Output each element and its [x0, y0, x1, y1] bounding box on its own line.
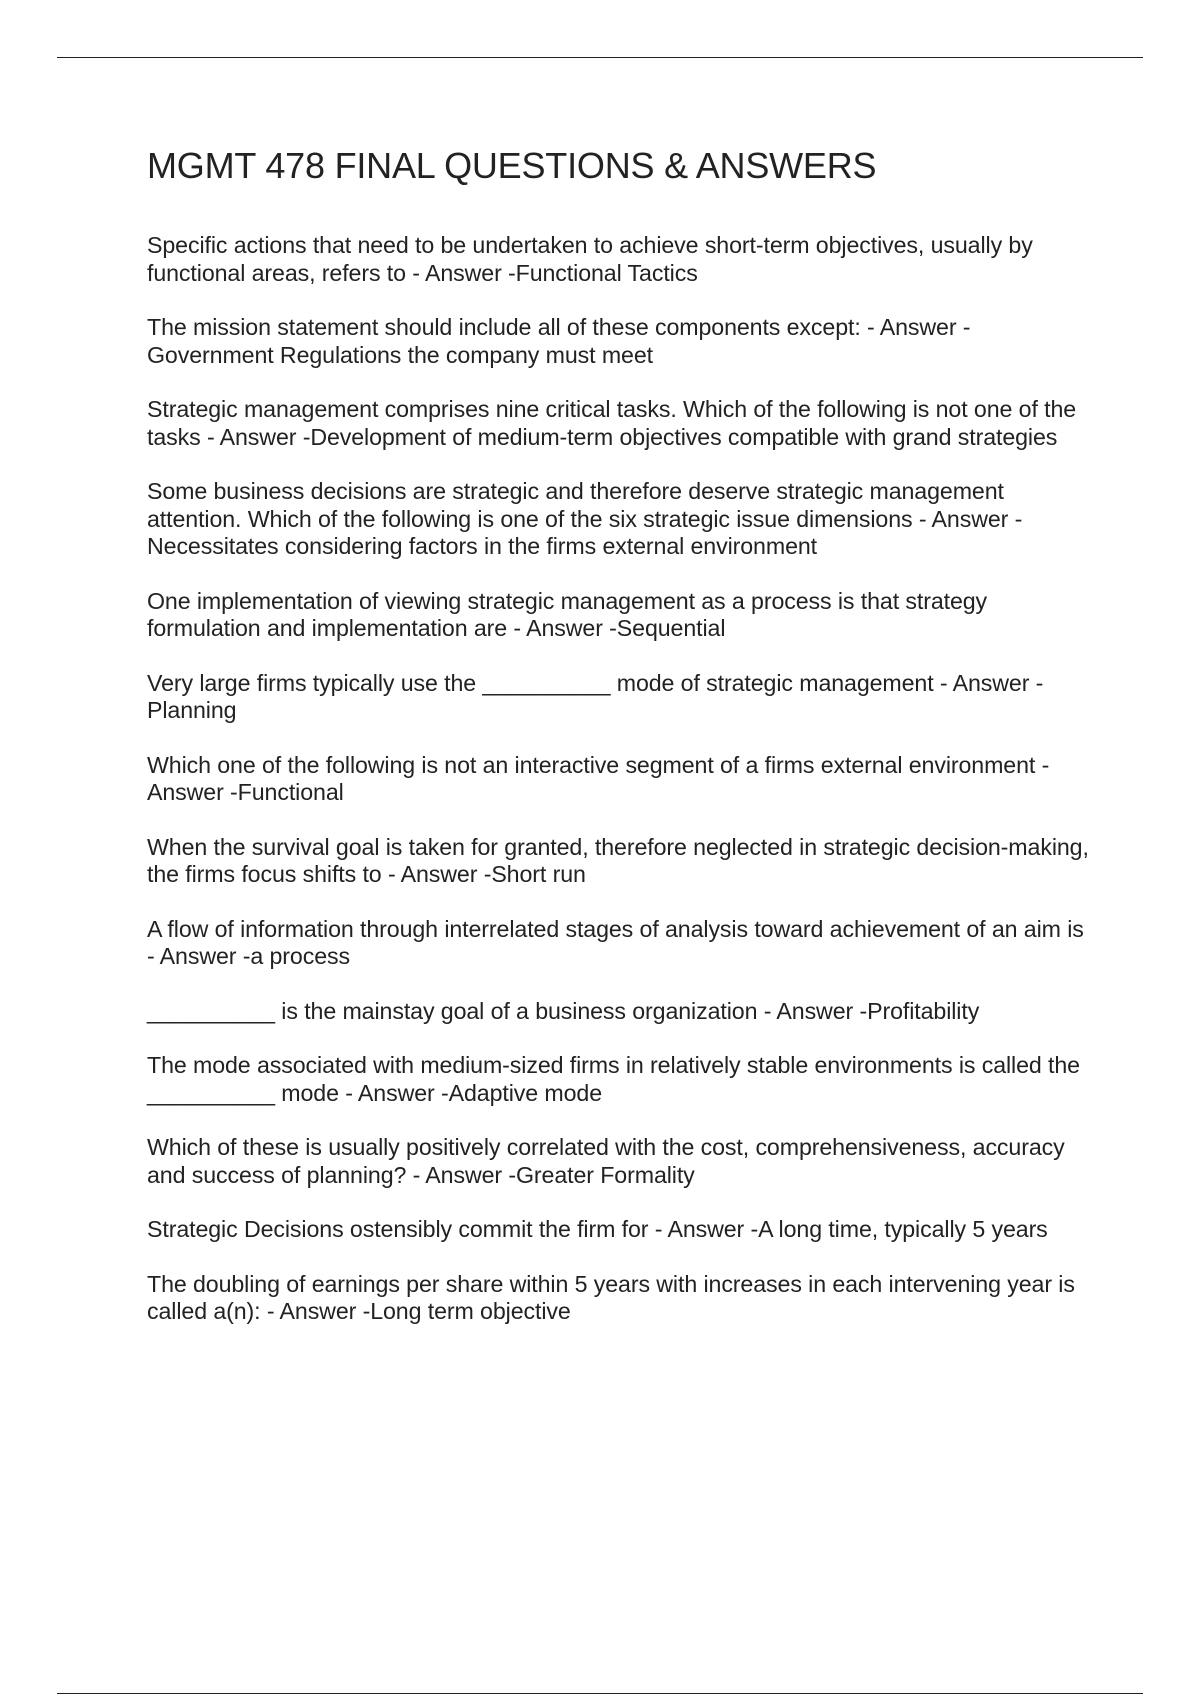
qa-item: Strategic management comprises nine critical tasks. Which of the following is not one of the tasks - Answer -Development of medium-term objectives compatible with grand strategies: [147, 396, 1077, 450]
qa-item: One implementation of viewing strategic management as a process is that strategy formulation and implementation are - Answer -Sequential: [147, 587, 988, 641]
qa-item: Specific actions that need to be undertaken to achieve short-term objectives, usually by functional areas, refers to - Answer -Functional Tactics: [147, 232, 1033, 286]
qa-item: The mission statement should include all of these components except: - Answer -Government Regulations the company must meet: [147, 314, 971, 368]
qa-item: __________ is the mainstay goal of a business organization - Answer -Profitability: [147, 997, 980, 1024]
top-divider: [57, 57, 1143, 58]
qa-item: The doubling of earnings per share within 5 years with increases in each intervening year is called a(n): - Answer -Long term objective: [147, 1270, 1075, 1324]
qa-item: Which of these is usually positively correlated with the cost, comprehensiveness, accuracy and success of planning? - Answer -Greater Formality: [147, 1134, 1065, 1188]
qa-item: A flow of information through interrelated stages of analysis toward achievement of an aim is - Answer -a process: [147, 915, 1084, 969]
qa-item: When the survival goal is taken for granted, therefore neglected in strategic decision-making, the firms focus shifts to - Answer -Short run: [147, 833, 1089, 887]
qa-item: Which one of the following is not an interactive segment of a firms external environment - Answer -Functional: [147, 751, 1050, 805]
qa-list: [147, 232, 1093, 1326]
page-title: MGMT 478 FINAL QUESTIONS & ANSWERS: [147, 145, 877, 186]
qa-item: Some business decisions are strategic and therefore deserve strategic management attention. Which of the following is one of the six strategic issue dimensions - Answer -Necessitates considering factors in the firms external environment: [147, 478, 1023, 559]
document-page: [147, 140, 1093, 1353]
qa-item: The mode associated with medium-sized firms in relatively stable environments is called the __________ mode - Answer -Adaptive mode: [147, 1052, 1080, 1106]
qa-item: Very large firms typically use the __________ mode of strategic management - Answer -Planning: [147, 669, 1044, 723]
qa-item: Strategic Decisions ostensibly commit the firm for - Answer -A long time, typically 5 years: [147, 1216, 1048, 1242]
bottom-divider: [57, 1693, 1143, 1694]
